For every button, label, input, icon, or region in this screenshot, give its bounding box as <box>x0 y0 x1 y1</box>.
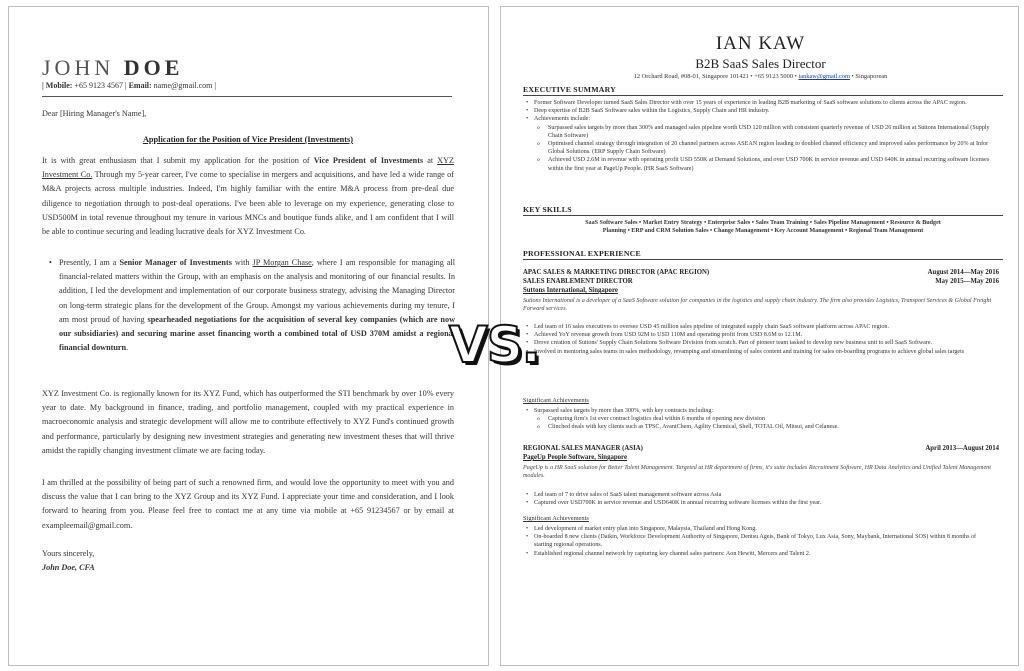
contact-nationality: • Singaporean <box>849 73 888 80</box>
b1-text-g: . <box>126 343 129 353</box>
list-item: • Led team of 16 sales executives to oversee USD 45 million sales pipeline of integrated supply chain SaaS software platform across APAC region. <box>523 323 993 331</box>
bullet-current-role <box>49 256 456 355</box>
bullet-dot: • <box>49 258 52 267</box>
skills-line: Planning • ERP and CRM Solution Sales • Change Management • Key Account Management • Regional Team Management <box>602 228 924 235</box>
resume-contact <box>501 73 1019 80</box>
job-title <box>523 445 999 452</box>
job-title-text: REGIONAL SALES MANAGER (ASIA) <box>523 445 643 452</box>
achievements-list <box>523 525 993 558</box>
achievements-heading: Significant Achievements <box>523 397 589 404</box>
list-subitem: o Surpassed sales targets by more than 300% and managed sales pipeline worth USD 120 million with consistent quarterly revenue of USD 26 million at Suttons International (Supply Chain Software) <box>523 124 993 140</box>
list-item: • Drove creation of Suttons' Supply Chain Solutions Software Division from scratch. Part of pioneer team tasked to develop new business unit to sell SaaS Software. <box>523 339 993 347</box>
p1-position: Vice President of Investments <box>313 156 424 165</box>
b1-text-e: , where I am responsible for managing all financial-related matters within the Group, with an emphasis on the analysis and monitoring of our financial results. In addition, I led the development and implementation of our corporate business strategy, advising the Managing Director on long-term strategic plans for the development of the Group. Amongst my various achievements during my tenure, I am most proud of having <box>59 258 456 324</box>
name-first: JOHN <box>42 55 115 80</box>
vs-label: VS. <box>449 316 540 374</box>
list-item: • Led development of market entry plan into Singapore, Malaysia, Thailand and Hong Kong. <box>523 525 993 533</box>
p1-company: XYZ Investment Co. <box>42 156 454 180</box>
key-skills-list <box>523 219 1003 235</box>
signature: John Doe, CFA <box>42 563 95 572</box>
list-item: • Led team of 7 to drive sales of SaaS talent management software across Asia <box>523 491 993 499</box>
list-subitem: o Achieved USD 2.6M in revenue with operating profit USD 550K at Demand Solutions, and over USD 700K in service revenue and USD 640K in annual recurring software licenses within the first year at PageUp People. (HR SaaS Software) <box>523 156 993 172</box>
b1-highlight: spearheaded negotiations for the acquisition of several key companies (which are now our subsidiaries) and securing marine asset financing worth a combined total of USD 370M amidst a regional financial downturn <box>59 314 455 353</box>
list-subitem: o Capturing firm's 1st ever contract logistics deal within 6 months of opening new division <box>523 415 993 423</box>
name-last: DOE <box>123 55 184 80</box>
cover-letter-page <box>8 6 489 666</box>
list-item: • On-boarded 8 new clients (Daikin, Workforce Development Authority of Singapore, Dentsu Ageis, Bank of Tokyo, Lux Asia, Sony, Maybank, International SOS) within 8 months of starting regional operations. <box>523 533 993 549</box>
list-subitem: o Clinched deals with key clients such as TPSC, AvantChem, Agility Chemical, Shell, TOTAL Oil, Mitsui, and Celanese. <box>523 423 993 431</box>
list-item: • Established regional channel network by capturing key channel sales partners: Aon Hewitt, Mercers and Talent 2. <box>523 550 993 558</box>
list-item: • Captured over USD700K in service revenue and USD640K in annual recurring software licenses within the first year. <box>523 499 993 507</box>
section-executive-summary: EXECUTIVE SUMMARY <box>523 85 1003 96</box>
contact-address: 12 Orchard Road, #08-01, Singapore 101421 • +65 9123 5000 • <box>633 73 799 80</box>
p1-text-a: It is with great enthusiasm that I submit my application for the position of <box>42 156 314 165</box>
mobile-label: Mobile: <box>45 81 73 90</box>
contact-prefix: | <box>42 81 46 90</box>
letter-title: Application for the Position of Vice President (Investments) <box>142 135 354 144</box>
list-item: • Achievements include: <box>523 115 993 123</box>
section-professional-experience: PROFESSIONAL EXPERIENCE <box>523 249 1003 260</box>
b1-role: Senior Manager of Investments <box>119 258 232 267</box>
list-item: • Involved in mentoring sales teams in sales methodology, revamping and streamlining of sales content and training for sales on-boarding programs to achieve global sales targets <box>523 348 993 356</box>
section-key-skills: KEY SKILLS <box>523 205 1003 216</box>
email-value: name@gmail.com | <box>151 81 216 90</box>
job-title <box>523 269 999 276</box>
job-title-text: SALES ENABLEMENT DIRECTOR <box>523 278 633 285</box>
header-divider <box>42 96 452 97</box>
job-dates: April 2013—August 2014 <box>925 445 999 452</box>
job-company: Suttons International, Singapore <box>523 287 618 294</box>
paragraph-intro <box>42 154 454 239</box>
job-title-text: APAC SALES & MARKETING DIRECTOR (APAC REGION) <box>523 269 710 276</box>
paragraph-company-fit: XYZ Investment Co. is regionally known for its XYZ Fund, which has outperformed the STI benchmark by over 10% every year to date. My background in finance, trading, and portfolio management, coupled with my practical experience in macroeconomic analysis and strategic development will allow me to contribute effectively to XYZ Fund's continued growth and performance, particularly by designing new investment strategies and generating new investment theses that will thrive amidst the rapidly changing investment climate we are facing today. <box>42 389 454 455</box>
closing: Yours sincerely, <box>42 549 95 558</box>
job-description: PageUp is a HR SaaS solution for Better Talent Management. Targeted at HR department of firms, it's suite includes Recruitment Software, HR Data Analytics and Unified Talent Management modules. <box>523 465 991 479</box>
list-item: • Deep expertise of B2B SaaS Software sales within the Logistics, Supply Chain and HR industry. <box>523 107 993 115</box>
resume-role: B2B SaaS Sales Director <box>695 56 826 71</box>
paragraph-closing: I am thrilled at the possibility of being part of such a renowned firm, and would love the opportunity to meet with you and discuss the value that I can bring to the XYZ Group and its XYZ Fund. I appreciate your time and consideration, and I look forward to hearing from you. Please feel free to contact me at any time via mobile at +65 91234567 or by email at exampleemail@gmail.com. <box>42 478 454 530</box>
b1-employer: JP Morgan Chase <box>252 258 312 267</box>
email-label: Email: <box>128 81 152 90</box>
list-item: • Surpassed sales targets by more than 300%, with key contracts including: <box>523 407 993 415</box>
email-link[interactable]: iankaw@gmail.com <box>798 73 850 80</box>
achievements-list <box>523 407 993 432</box>
job-description: Suttons International is a developer of a SaaS Software solution for companies in the logistics and supply chain industry. The firm also provides Logistics, Transport Services & Global Freight Forward services. <box>523 298 992 312</box>
b1-text-c: with <box>231 258 253 267</box>
resume-page <box>500 6 1019 666</box>
job-company: PageUp People Software, Singapore <box>523 454 627 461</box>
achievements-heading: Significant Achievements <box>523 515 589 522</box>
salutation: Dear [Hiring Manager's Name], <box>42 109 147 118</box>
list-item: • Achieved YoY revenue growth from USD 92M to USD 110M and operating profit from USD 8.6M to 12.1M. <box>523 331 993 339</box>
skills-line: SaaS Software Sales • Market Entry Strategy • Enterprise Sales • Sales Team Training • Sales Pipeline Management • Resource & Budget <box>585 220 941 226</box>
job-dates: May 2015—May 2016 <box>935 278 999 285</box>
job-dates: August 2014—May 2016 <box>927 269 999 276</box>
job-bullets <box>523 491 993 507</box>
cover-letter-name <box>42 55 183 81</box>
mobile-value: +65 9123 4567 | <box>72 81 129 90</box>
list-item: • Former Software Developer turned SaaS Sales Director with over 15 years of experience in leading B2B marketing of SaaS software solutions to clients across the APAC region. <box>523 99 993 107</box>
p1-text-e: Through my 5-year career, I've come to specialise in mergers and acquisitions, and have led a wide range of M&A projects across multiple industries. Indeed, I'm highly familiar with the entire M&A process from pre-deal due diligence to negotiation through to post-deal operations. I've been able to leverage on my experience, generating close to USD500M in total revenue throughout my tenure in various MNCs and boutique funds alike, and I am confident that I will be able to continue securing and leading lucrative deals for XYZ Investment Co. <box>42 170 455 237</box>
job-title <box>523 278 999 285</box>
job-bullets <box>523 323 993 356</box>
list-subitem: o Optimised channel strategy through integration of 20 channel partners across ASEAN region leading to doubled channel efficiency and improved sales performance by 20% at Infor Global Solutions. (ERP Supply Chain Software) <box>523 140 993 156</box>
executive-summary-list <box>523 99 993 173</box>
resume-name: IAN KAW <box>715 33 806 54</box>
b1-text-a: Presently, I am a <box>59 258 120 267</box>
p1-text-c: at <box>423 156 438 165</box>
cover-letter-contact <box>42 81 216 90</box>
